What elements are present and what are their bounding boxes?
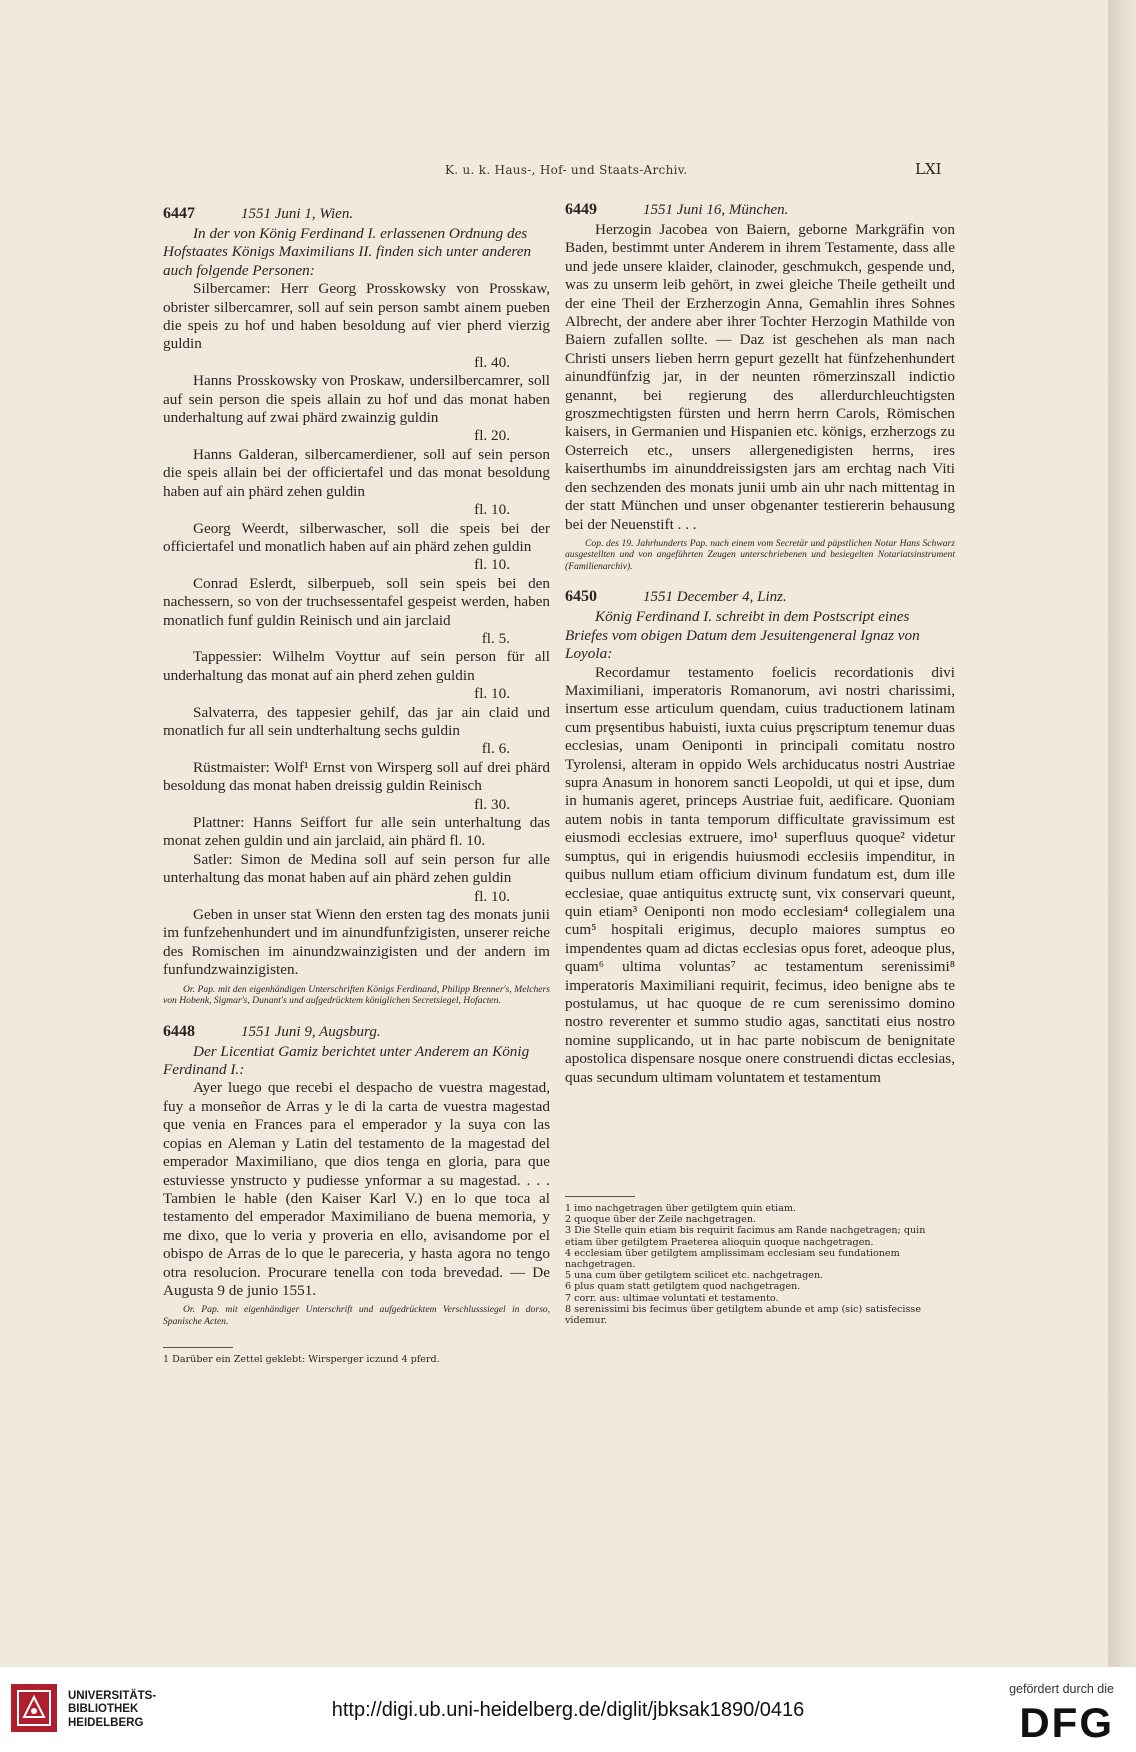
- left-column: [163, 205, 550, 1343]
- amount: fl. 10.: [474, 887, 510, 905]
- paragraph: Geben in unser stat Wienn den ersten tag des monats junii im funfzehenhundert und im ainundfunfzigisten, unserer reiche des Romischen im ainundzwainzigisten und der andern im funfundzwainzigisten.: [163, 906, 550, 979]
- footnote: 1 Darüber ein Zettel geklebt: Wirsperger iczund 4 pferd.: [163, 1354, 440, 1365]
- paragraph: Plattner: Hanns Seiffort fur alle sein unterhaltung das monat zehen guldin und ain jarclaid, ain phärd fl. 10.: [163, 814, 550, 850]
- amount: fl. 5.: [481, 629, 510, 647]
- paragraph: Hanns Galderan, silbercamerdiener, soll auf sein person die speis allain bei der officiertafel und das monat besoldung haben auf ain phärd zehen guldin: [163, 445, 550, 500]
- entry-heading: [565, 201, 955, 219]
- paragraph: Recordamur testamento foelicis recordationis divi Maximiliani, imperatoris Romanorum, avi nostri charissimi, insertum esse articulum quendam, cuius traductionem latinam cum prȩsentibus habuisti, iuxta cuius prȩscriptum tenemur duas ecclesias, unam Oeniponti in principali comitatu nostro Tyrolensi, alteram in oppido Wels archiducatus nostri Austriae supra Anasum in honorem sancti Leopoldi, ut qui et ipse, dum in humanis ageret, princeps Austriae fuit, aedificare. Quoniam autem nobis in tanta temporum difficultate gravissimum est eiusmodi ecclesias extruere, imo¹ superfluus quoque² videtur sumptus, qui in erigendis huiusmodi ecclesiis impenditur, in quibus nullum etiam officium divinum fundatum est, dum ille ecclesiae, quae antiquitus extructȩ sunt, vix conservari queunt, quin etiam³ Oeniponti non modo ecclesiam⁴ collegialem una cum⁵ hospitali erigimus, decuplo maiores sumptus eo impendentes quam ad dictas ecclesias opus foret, adeoque plus, quam⁶ ultima voluntas⁷ ac testamentum serenissimi⁸ imperatoris Maximiliani requirit, fecimus, ideo benigne abs te postulamus, ut hac quoque de re cum serenissimo domino nostro reverenter et summo studio agas, sanctitati eius nostro nomine supplicando, ut in hac parte nobiscum de benignitate apostolica dispensare nosque onere construendi dictas ecclesias, quas secundum ultimam voluntatem et testamentum: [565, 663, 955, 1086]
- paragraph: Conrad Eslerdt, silberpueb, soll sein speis bei den nachessern, so von der truchsessentafel gespeist werden, haben monatlich funf guldin Reinisch und ain jarclaid: [163, 574, 550, 629]
- library-name-line: HEIDELBERG: [68, 1716, 144, 1729]
- amount: fl. 10.: [474, 556, 510, 574]
- amount: fl. 40.: [474, 353, 510, 371]
- amount: fl. 30.: [474, 795, 510, 813]
- paragraph: Satler: Simon de Medina soll auf sein person fur alle unterhaltung das monat haben auf ain phärd zehen guldin: [163, 850, 550, 887]
- dfg-logo: DFG: [1019, 1699, 1114, 1746]
- amount: fl. 10.: [474, 501, 510, 519]
- page-edge: [1108, 0, 1136, 1667]
- footnote: 8 serenissimi bis fecimus über getilgtem abunde et amp (sic) satisfecisse videmur.: [565, 1303, 922, 1327]
- running-title: K. u. k. Haus-, Hof- und Staats-Archiv.: [445, 163, 688, 177]
- footnote: 4 ecclesiam über getilgtem amplissimam ecclesiam seu fundationem nachgetragen.: [565, 1247, 900, 1271]
- entry-heading: [163, 1023, 550, 1041]
- library-name-line: UNIVERSITÄTS-: [68, 1690, 157, 1702]
- footnote-rule: [565, 1196, 635, 1197]
- entry-date: 1551 December 4, Linz.: [643, 589, 787, 606]
- right-column: [565, 201, 955, 1103]
- entry-summary: König Ferdinand I. schreibt in dem Postscript eines Briefes vom obigen Datum dem Jesuitengeneral Ignaz von Loyola:: [565, 608, 920, 663]
- footnote: 1 imo nachgetragen über getilgtem quin etiam.: [565, 1203, 796, 1214]
- paragraph: Ayer luego que recebi el despacho de vuestra magestad, fuy a monseñor de Arras y le di la carta de vuestra magestad que venia en Frances para el emperador y la suya con las copias en Aleman y Latin del testamento de la magestad del emperador Maximiliano, que dios tenga en gloria, para que estuviesse ynstructo y pudiesse ynformar a su magestad. . . . Tambien le hable (den Kaiser Karl V.) en lo que toca al testamento del emperador Maximiliano de buena memoria, y me dixo, que lo veria y proveria en ello, avisandome por el obispo de Arras de lo que le pareceria, y hasta agora no tengo otra resolucion. Procurare tenella con toda brevedad. — De Augusta 9 de junio 1551.: [163, 1079, 550, 1299]
- footnotes-right: [565, 1203, 955, 1326]
- paragraph: Hanns Prosskowsky von Proskaw, undersilbercamrer, soll auf sein person die speis allain zu hof und das monat haben underhaltung auf zwai phärd zwainzig guldin: [163, 372, 550, 427]
- source-note: Cop. des 19. Jahrhunderts Pap. nach einem vom Secretär und päpstlichen Notar Hans Schwarz ausgestellten und von angeführten Zeugen unterschriebenen und besiegelten Notariatsinstrument (Familienarchiv).: [565, 537, 955, 572]
- entry-6448: [163, 1023, 550, 1328]
- footnote-rule: [163, 1347, 233, 1348]
- entry-summary: Der Licentiat Gamiz berichtet unter Anderem an König Ferdinand I.:: [163, 1042, 530, 1079]
- footnote: 5 una cum über getilgtem scilicet etc. nachgetragen.: [565, 1270, 824, 1282]
- page-number: LXI: [915, 160, 942, 178]
- entry-6450: [565, 588, 955, 1087]
- entry-number: 6448: [163, 1022, 195, 1040]
- footnote: 2 quoque über der Zeile nachgetragen.: [565, 1214, 757, 1226]
- entry-date: 1551 Juni 16, München.: [643, 202, 789, 218]
- paragraph: Salvaterra, des tappesier gehilf, das jar ain claid und monatlich fur all sein undterhaltung sechs guldin: [163, 703, 550, 739]
- entry-number: 6450: [565, 588, 597, 606]
- paragraph: Rüstmaister: Wolf¹ Ernst von Wirsperg soll auf drei phärd besoldung das monat haben dreissig guldin Reinisch: [163, 758, 550, 795]
- funded-by-label: gefördert durch die: [1009, 1682, 1114, 1696]
- paragraph: Silbercamer: Herr Georg Prosskowsky von Prosskaw, obrister silbercamrer, soll auf sein person sambt ainem pueben die speis zu hof und haben besoldung auf vier pherd vierzig guldin: [163, 280, 550, 353]
- footnote: 6 plus quam statt getilgtem quod nachgetragen.: [565, 1281, 801, 1293]
- paragraph: Georg Weerdt, silberwascher, soll die speis bei der officiertafel und monatlich haben auf ain phärd zehen guldin: [163, 519, 550, 555]
- footnote: 3 Die Stelle quin etiam bis requirit facimus am Rande nachgetragen; quin etiam über getilgtem Praeterea alioquin quoque nachgetragen.: [565, 1225, 926, 1248]
- footnote: 7 corr. aus: ultimae voluntati et testamento.: [565, 1292, 779, 1304]
- document-url-link[interactable]: http://digi.ub.uni-heidelberg.de/diglit/jbksak1890/0416: [331, 1699, 805, 1721]
- amount: fl. 10.: [474, 685, 510, 703]
- entry-6447: [163, 205, 550, 1007]
- entry-6449: [565, 201, 955, 572]
- entry-date: 1551 Juni 9, Augsburg.: [241, 1023, 381, 1040]
- entry-heading: [565, 588, 955, 606]
- entry-number: 6449: [565, 201, 597, 218]
- entry-heading: [163, 205, 550, 223]
- entry-summary: In der von König Ferdinand I. erlassenen Ordnung des Hofstaates Königs Maximilians II. finden sich unter anderen auch folgende Personen:: [163, 225, 532, 279]
- source-note: Or. Pap. mit eigenhändiger Unterschrift und aufgedrücktem Verschlusssiegel in dorso, Spanische Acten.: [163, 1304, 550, 1327]
- entry-number: 6447: [163, 205, 195, 222]
- amount: fl. 20.: [474, 427, 510, 445]
- library-name-line: BIBLIOTHEK: [68, 1703, 139, 1716]
- paragraph: Tappessier: Wilhelm Voyttur auf sein person für all underhaltung das monat auf ain pherd zehen guldin: [163, 648, 550, 684]
- entry-date: 1551 Juni 1, Wien.: [241, 206, 354, 222]
- entry-text: Herzogin Jacobea von Baiern, geborne Markgräfin von Baden, bestimmt unter Anderem in ihrem Testamente, dass alle und jede unsere klaider, clainoder, geschmukch, gespende und, was zu unserm leib gehört, in zwei gleiche Theile getheilt und der eine Theil der Erzherzogin Anna, Gemahlin ihres Sohnes Albrecht, der andere aber ihrer Tochter Herzogin Mathilde von Baiern zufallen sollte. — Daz ist geschehen als man nach Christi unsers lieben herrn gepurt gezellt hat fünfzehenhundert ainundfünfzig jar, in der neunten römerzinszall indictio genannt, bei regierung des allerdurchleuchtigsten groszmechtigsten fürsten und herrn herrn Carols, Römischen kaisers, in Germanien und Hispanien etc. königs, erzherzogs zu Osterreich etc., unsers allergenedigisten herrns, ires kaiserthumbs im ainunddreissigsten jars am erchtag nach Viti den sechzenden des monats junii umb ain uhr nach mittentag in der statt München und unser obgenanter testiererin behausung bei der Neuenstift . . .: [565, 221, 955, 533]
- source-note: Or. Pap. mit den eigenhändigen Unterschriften Königs Ferdinand, Philipp Brenner's, Melchers von Hobenk, Sigmar's, Dunant's und aufgedrücktem königlichen Secretsiegel, Hofacten.: [163, 983, 550, 1007]
- footnotes-left: [163, 1354, 550, 1365]
- amount: fl. 6.: [481, 740, 510, 758]
